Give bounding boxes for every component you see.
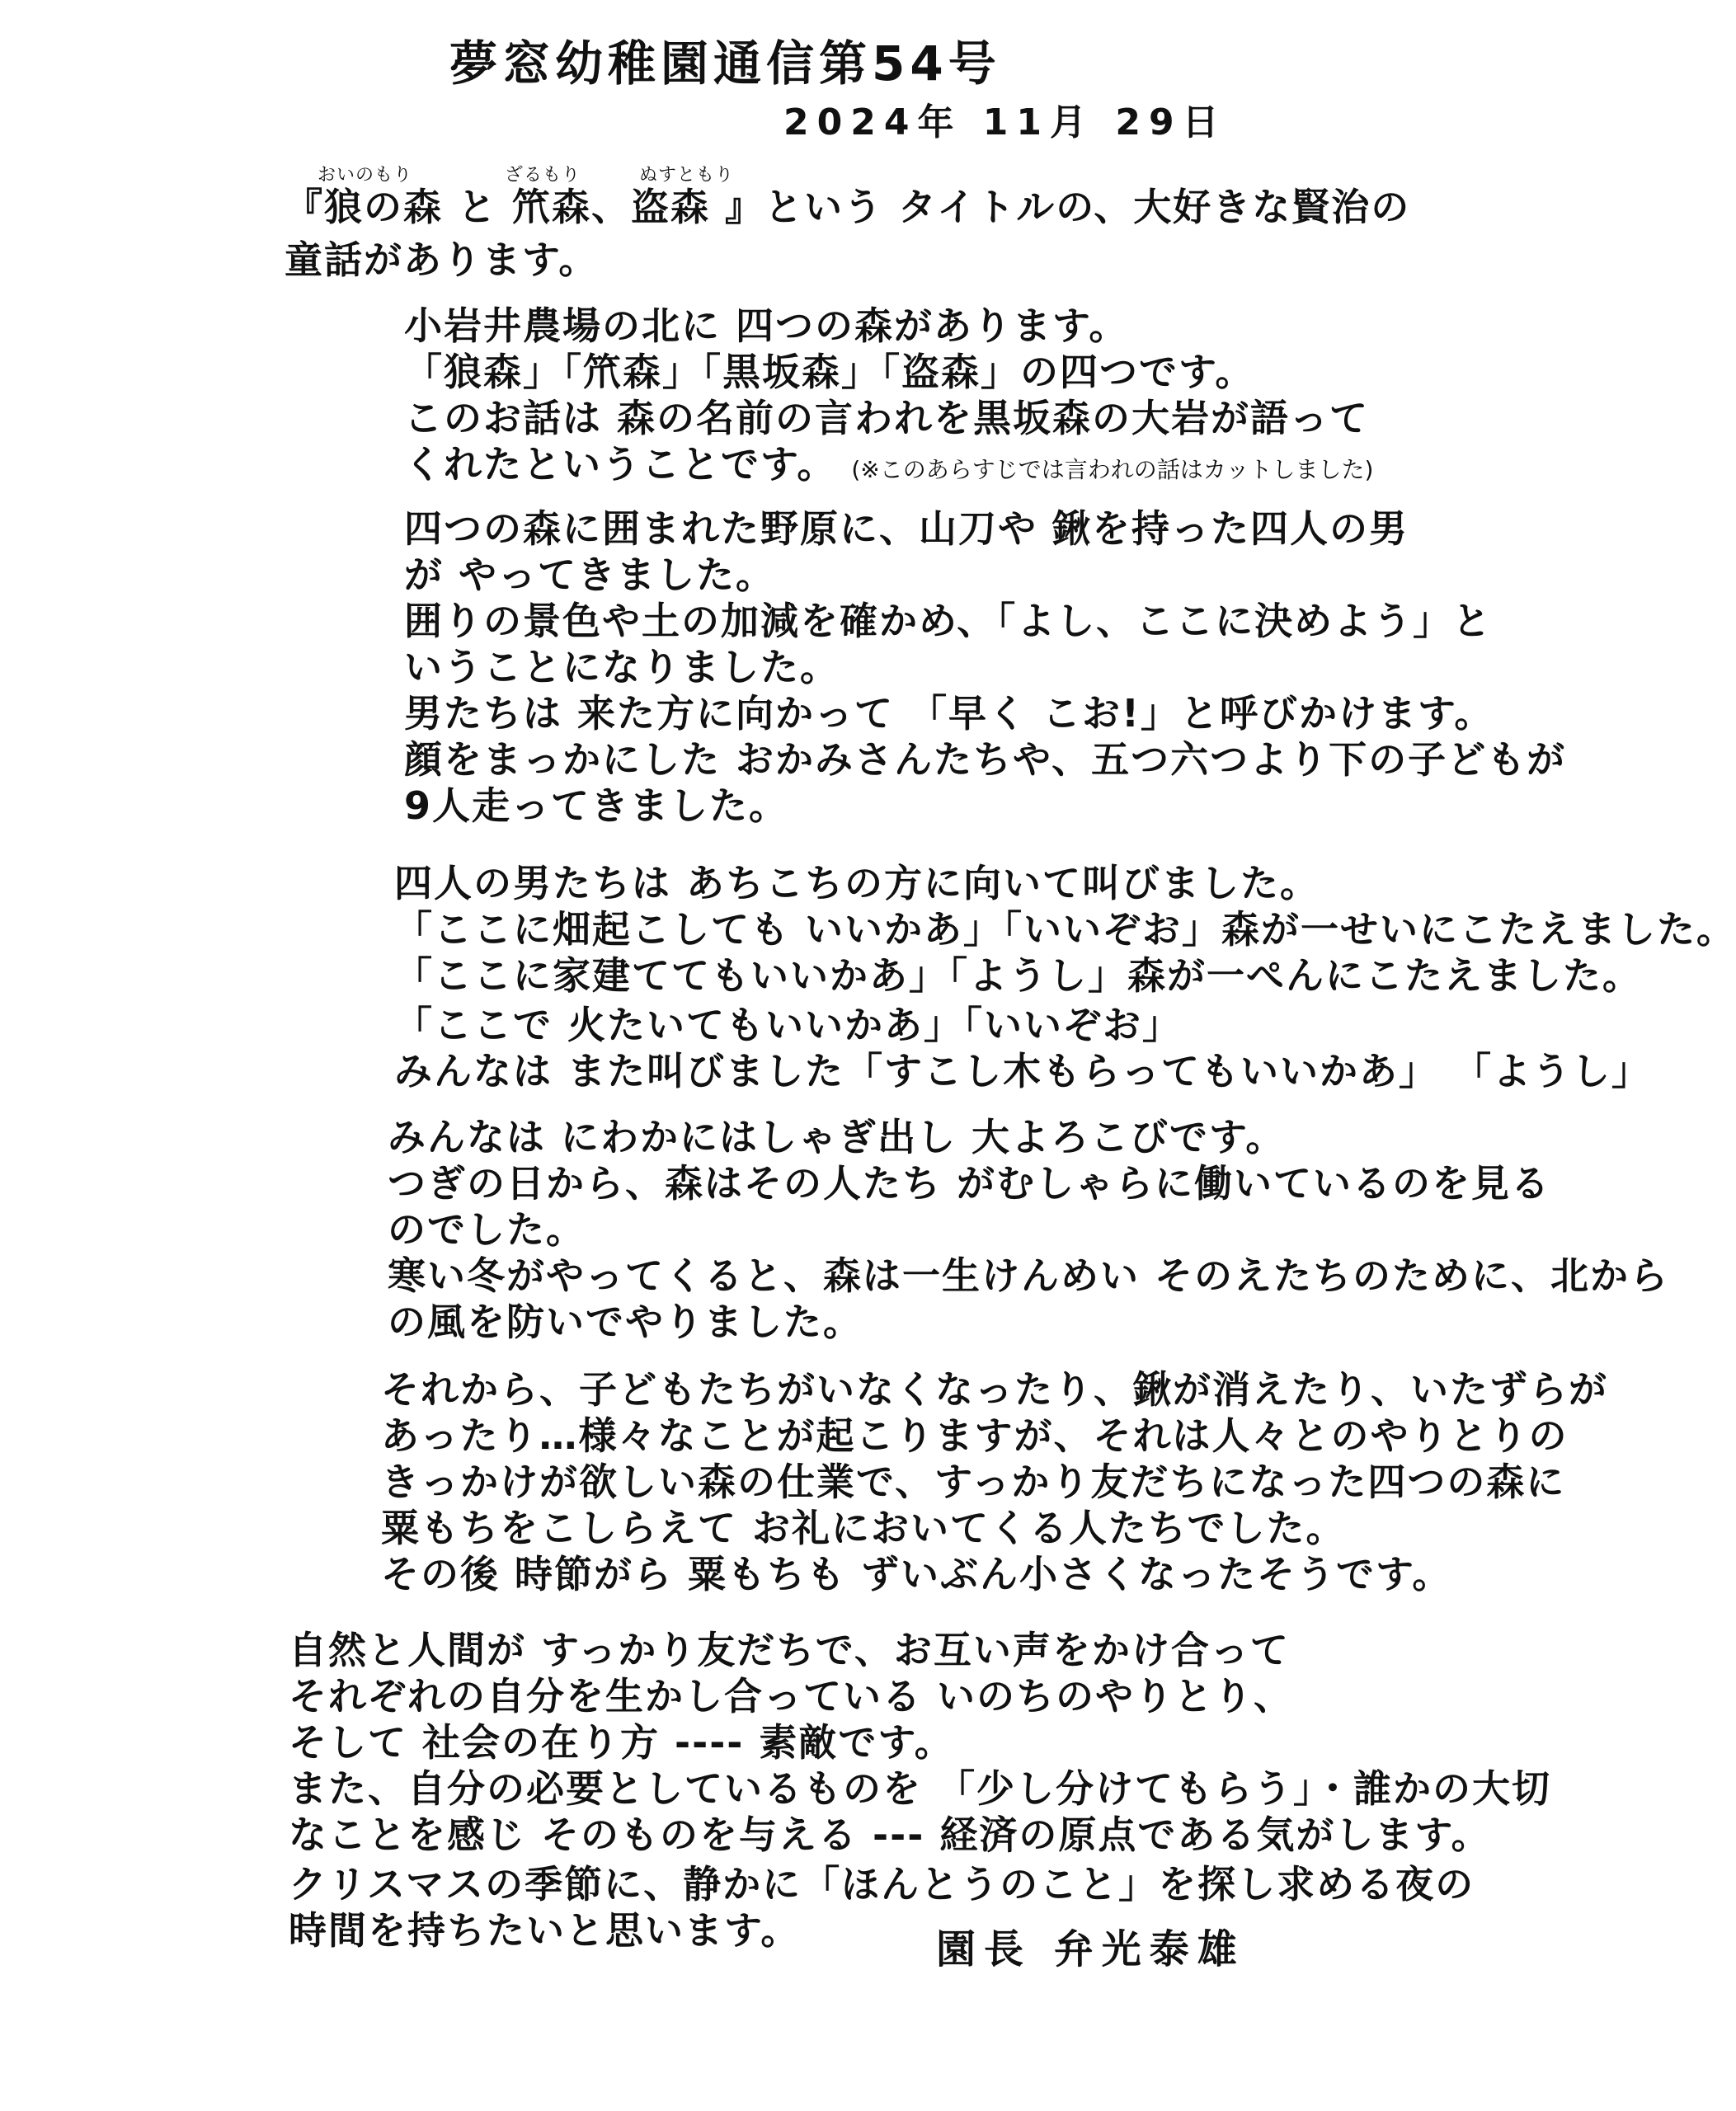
story-line: このお話は 森の名前の言われを黒坂森の大岩が語って (404, 396, 1370, 440)
closing-line: また、自分の必要としているものを 「少し分けてもらう」・誰かの大切 (289, 1766, 1552, 1811)
story-line: 男たちは 来た方に向かって 「早く こお!」と呼びかけます。 (404, 691, 1494, 736)
ruby-ookami: おいのもり (318, 165, 413, 186)
story-line: それから、子どもたちがいなくなったり、鍬が消えたり、いたずらが (381, 1367, 1608, 1412)
story-line: 「狼森」「笊森」「黒坂森」「盗森」の四つです。 (404, 350, 1255, 394)
story-line: あったり…様々なことが起こりますが、それは人々とのやりとりの (381, 1413, 1569, 1458)
story-line: 四つの森に囲まれた野原に、山刀や 鍬を持った四人の男 (404, 506, 1409, 551)
story-line: きっかけが欲しい森の仕業で、すっかり友だちになった四つの森に (381, 1460, 1566, 1504)
closing-line: クリスマスの季節に、静かに「ほんとうのこと」を探し求める夜の (289, 1862, 1475, 1906)
closing-line: そして 社会の在り方 ---- 素敵です。 (289, 1720, 954, 1765)
story-line: 「ここに家建ててもいいかあ」「ようし」森が一ぺんにこたえました。 (394, 953, 1642, 998)
ruby-nusuto: ぬすともり (639, 165, 735, 186)
story-line: いうことになりました。 (404, 645, 840, 689)
story-line: 「ここで 火たいてもいいかあ」「いいぞお」 (394, 1003, 1183, 1047)
story-note: (※このあらすじでは言われの話はカットしました) (851, 456, 1374, 483)
story-line: 四人の男たちは あちこちの方に向いて叫びました。 (394, 861, 1320, 905)
story-line: 寒い冬がやってくると、森は一生けんめい そのえたちのために、北から (388, 1253, 1670, 1298)
signature: 園長 弁光泰雄 (936, 1926, 1245, 1972)
ruby-zaru: ざるもり (505, 165, 581, 186)
intro-line: 『狼の森 と 笊森、盗森 』という タイトルの、大好きな賢治の (285, 185, 1411, 229)
story-line: 顔をまっかにした おかみさんたちや、五つ六つより下の子どもが (404, 737, 1567, 782)
story-line (404, 442, 1374, 487)
story-line: その後 時節がら 粟もちも ずいぶん小さくなったそうです。 (381, 1552, 1452, 1596)
newsletter-title: 夢窓幼稚園通信第54号 (449, 35, 1001, 92)
closing-line: 時間を持ちたいと思います。 (289, 1908, 801, 1953)
story-line: 「ここに畑起こしても いいかあ」「いいぞお」森が一せいにこたえました。 (394, 907, 1736, 952)
story-line: 小岩井農場の北に 四つの森があります。 (404, 303, 1129, 348)
story-line: つぎの日から、森はその人たち がむしゃらに働いているのを見る (388, 1161, 1551, 1206)
story-line-text: くれたということです。 (404, 442, 837, 487)
story-line: が やってきました。 (404, 552, 776, 597)
story-line: みんなは また叫びました「すこし木もらってもいいかあ」 「ようし」 (394, 1049, 1652, 1093)
story-line: みんなは にわかにはしゃぎ出し 大よろこびです。 (388, 1115, 1286, 1159)
story-line: 囲りの景色や土の加減を確かめ、「よし、ここに決めよう」と (404, 599, 1493, 643)
story-line: 9人走ってきました。 (404, 783, 789, 828)
closing-line: それぞれの自分を生かし合っている いのちのやりとり、 (289, 1674, 1294, 1718)
story-line: 粟もちをこしらえて お礼においてくる人たちでした。 (381, 1506, 1346, 1550)
newsletter-date: 2024年 11月 29日 (783, 101, 1227, 143)
closing-line: なことを感じ そのものを与える --- 経済の原点である気がします。 (289, 1812, 1491, 1857)
closing-line: 自然と人間が すっかり友だちで、お互い声をかけ合って (289, 1628, 1290, 1672)
story-line: のでした。 (388, 1207, 586, 1252)
intro-line: 童話があります。 (285, 237, 599, 282)
story-line: の風を防いでやりました。 (388, 1300, 863, 1344)
